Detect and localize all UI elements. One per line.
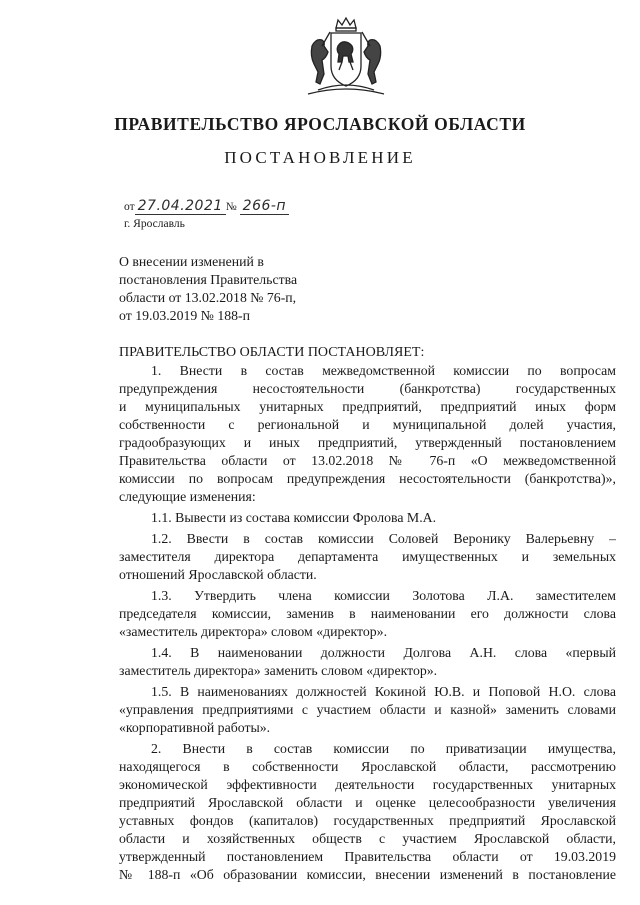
text-line: 1. Внести в состав межведомственной комиссии по вопросам [151,363,616,378]
city: г. Ярославль [124,218,185,230]
paragraph-1 [119,362,616,506]
document-type: ПОСТАНОВЛЕНИЕ [224,148,416,167]
text-line: 1.3. Утвердить члена комиссии Золотова Л.А. заместителем [151,588,616,603]
document-body [119,362,616,887]
text-line: собственности с региональной и муниципальной долей участия, [119,417,616,432]
text-line: заместителя директора департамента имущественных и земельных [119,549,616,564]
text-line: 2. Внести в состав комиссии по приватизации имущества, [151,741,616,756]
organization-title: ПРАВИТЕЛЬСТВО ЯРОСЛАВСКОЙ ОБЛАСТИ [114,114,526,134]
text-line: № 188-п «Об образовании комиссии, внесении изменений в постановление [119,867,616,882]
paragraph-1-1 [119,509,616,527]
paragraph-1-4 [119,644,616,680]
paragraph-2 [119,740,616,884]
text-line: предприятий Ярославской области и оценке целесообразности увеличения [119,795,616,810]
coat-of-arms-icon [298,16,394,100]
text-line: отношений Ярославской области. [119,567,317,582]
text-line: области и хозяйственных обществ с участием Ярославской области, [119,831,616,846]
text-line: 1.1. Вывести из состава комиссии Фролова М.А. [151,510,437,525]
subject-line: О внесении изменений в [119,254,264,269]
subject-line: области от 13.02.2018 № 76-п, [119,290,297,305]
text-line: 1.4. В наименовании должности Долгова А.Н. слова «первый [151,645,616,660]
paragraph-1-5 [119,683,616,737]
text-line: предупреждения несостоятельности (банкротства) государственных [119,381,616,396]
paragraph-1-2 [119,530,616,584]
text-line: утвержденный постановлением Правительства области от 19.03.2019 [119,849,616,864]
document-subject [119,253,297,325]
date-number-line [124,198,289,214]
text-line: «управления предприятиями с участием области и казной» заменить словами [119,702,616,717]
paragraph-1-3 [119,587,616,641]
text-line: 1.5. В наименованиях должностей Кокиной Ю.В. и Поповой Н.О. слова [151,684,616,699]
number-sign: № [225,201,237,213]
text-line: следующие изменения: [119,489,256,504]
text-line: уставных фондов (капиталов) государственных предприятий Ярославской [119,813,616,828]
text-line: и муниципальных унитарных предприятий, предприятий иных форм [119,399,616,414]
text-line: находящегося в собственности Ярославской области, рассмотрению [119,759,616,774]
text-line: 1.2. Ввести в состав комиссии Соловей Веронику Валерьевну – [151,531,616,546]
text-line: заместитель директора» заменить словом «директор». [119,663,438,678]
document-date: 27.04.2021 [135,198,226,215]
text-line: председателя комиссии, заменив в наименовании его должности слова [119,606,616,621]
subject-line: от 19.03.2019 № 188-п [119,308,251,323]
decree-heading: ПРАВИТЕЛЬСТВО ОБЛАСТИ ПОСТАНОВЛЯЕТ: [119,345,425,360]
text-line: комиссии по вопросам предупреждения несостоятельности (банкротства)», [119,471,616,486]
text-line: экономической эффективности деятельности государственных унитарных [119,777,616,792]
text-line: Правительства области от 13.02.2018 № 76-п «О межведомственной [119,453,616,468]
subject-line: постановления Правительства [119,272,298,287]
date-prefix: от [124,201,135,213]
text-line: «заместитель директора» словом «директор». [119,624,388,639]
text-line: «корпоративной работы». [119,720,271,735]
document-number: 266-п [240,198,289,215]
text-line: градообразующих и иных предприятий, утвержденный постановлением [119,435,616,450]
